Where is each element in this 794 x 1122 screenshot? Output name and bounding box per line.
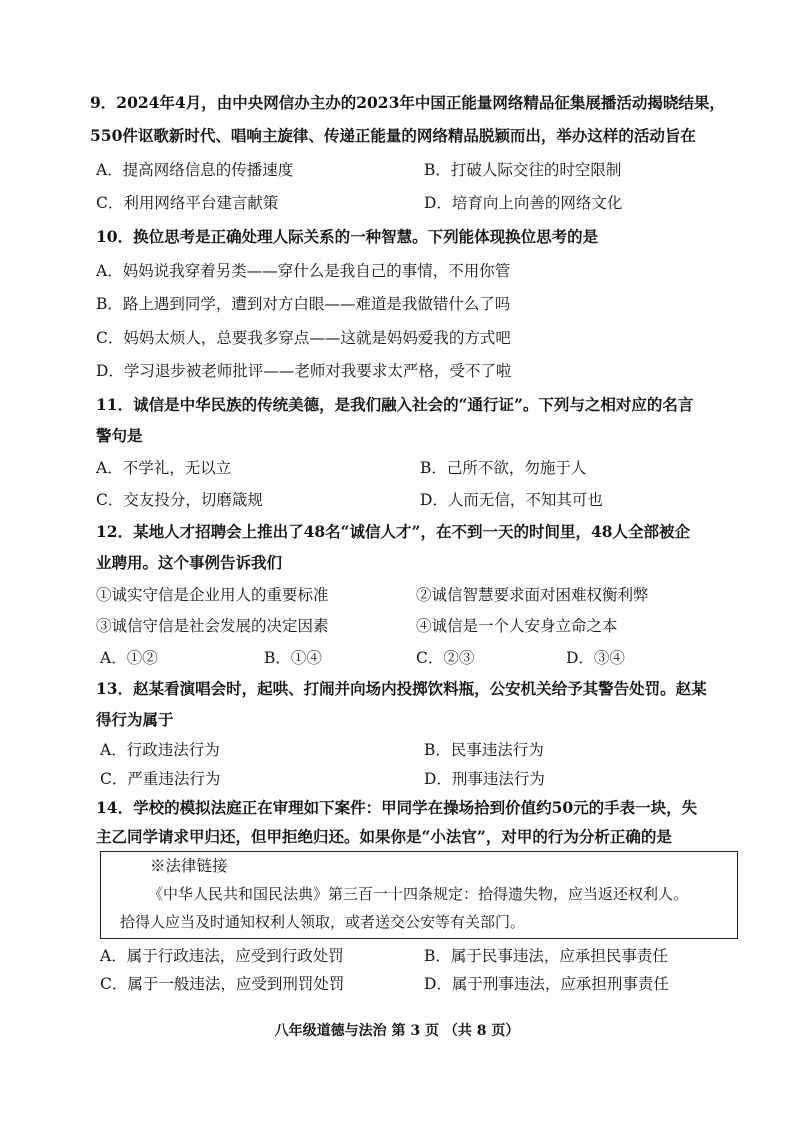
q12-statement-4: ④诚信是一个人安身立命之本 <box>416 617 618 635</box>
q9-option-c: C．利用网络平台建言献策 <box>96 194 279 212</box>
law-link-line2: 拾得人应当及时通知权利人领取，或者送交公安等有关部门。 <box>120 913 526 931</box>
law-link-line1: 《中华人民共和国民法典》第三百一十四条规定：拾得遗失物，应当返还权利人。 <box>148 885 689 903</box>
q13-option-c: C．严重违法行为 <box>100 770 221 788</box>
q12-option-c: C．②③ <box>416 649 475 667</box>
q11-stem-line2: 警句是 <box>96 426 143 445</box>
q11-stem-line1: 11．诚信是中华民族的传统美德，是我们融入社会的“通行证”。下列与之相对应的名言 <box>96 395 694 414</box>
q10-option-c: C．妈妈太烦人，总要我多穿点——这就是妈妈爱我的方式吧 <box>96 329 511 347</box>
q11-option-b: B．己所不欲，勿施于人 <box>420 459 587 477</box>
q12-statement-2: ②诚信智慧要求面对困难权衡利弊 <box>416 586 649 604</box>
q9-option-a: A．提高网络信息的传播速度 <box>96 161 294 179</box>
q11-option-c: C．交友投分，切磨箴规 <box>96 491 263 509</box>
q10-stem: 10．换位思考是正确处理人际关系的一种智慧。下列能体现换位思考的是 <box>96 227 599 246</box>
q12-stem-line1: 12．某地人才招聘会上推出了48名“诚信人才”，在不到一天的时间里，48人全部被企 <box>96 522 691 541</box>
q14-option-d: D．属于刑事违法，应承担刑事责任 <box>424 975 669 993</box>
q10-option-d: D．学习退步被老师批评——老师对我要求太严格，受不了啦 <box>96 362 512 380</box>
q14-stem-line2: 主乙同学请求甲归还，但甲拒绝归还。如果你是“小法官”，对甲的行为分析正确的是 <box>96 827 672 846</box>
q12-option-a: A．①② <box>100 649 158 667</box>
q12-statement-3: ③诚信守信是社会发展的决定因素 <box>96 617 329 635</box>
q14-option-a: A．属于行政违法，应受到行政处罚 <box>100 947 344 965</box>
q9-option-b: B．打破人际交往的时空限制 <box>424 161 622 179</box>
q14-option-b: B．属于民事违法，应承担民事责任 <box>424 947 668 965</box>
q12-option-b: B．①④ <box>264 649 322 667</box>
q14-stem-line1: 14．学校的模拟法庭正在审理如下案件：甲同学在操场拾到价值约50元的手表一块，失 <box>96 798 698 817</box>
q13-option-b: B．民事违法行为 <box>424 741 544 759</box>
q13-option-a: A．行政违法行为 <box>100 741 220 759</box>
page-footer: 八年级道德与法治 第 3 页 （共 8 页） <box>274 1023 520 1039</box>
q12-statement-1: ①诚实守信是企业用人的重要标准 <box>96 586 329 604</box>
q13-option-d: D．刑事违法行为 <box>424 770 545 788</box>
q11-option-d: D．人而无信，不知其可也 <box>420 491 603 509</box>
q14-option-c: C．属于一般违法，应受到刑罚处罚 <box>100 975 345 993</box>
q9-stem-line1: 9．2024年4月，由中央网信办主办的2023年中国正能量网络精品征集展播活动揭晓结果， <box>90 93 725 112</box>
q11-option-a: A．不学礼，无以立 <box>96 459 232 477</box>
q13-stem-line1: 13．赵某看演唱会时，起哄、打闹并向场内投掷饮料瓶，公安机关给予其警告处罚。赵某 <box>96 679 707 698</box>
q9-option-d: D．培育向上向善的网络文化 <box>424 194 623 212</box>
q12-stem-line2: 业聘用。这个事例告诉我们 <box>96 553 283 572</box>
q9-stem-line2: 550件讴歌新时代、唱响主旋律、传递正能量的网络精品脱颖而出，举办这样的活动旨在 <box>90 126 696 145</box>
q10-option-b: B．路上遇到同学，遭到对方白眼——难道是我做错什么了吗 <box>96 295 511 313</box>
q13-stem-line2: 得行为属于 <box>96 710 174 729</box>
law-link-title: ※法律链接 <box>150 857 228 875</box>
q12-option-d: D．③④ <box>566 649 625 667</box>
q10-option-a: A．妈妈说我穿着另类——穿什么是我自己的事情，不用你管 <box>96 262 511 280</box>
